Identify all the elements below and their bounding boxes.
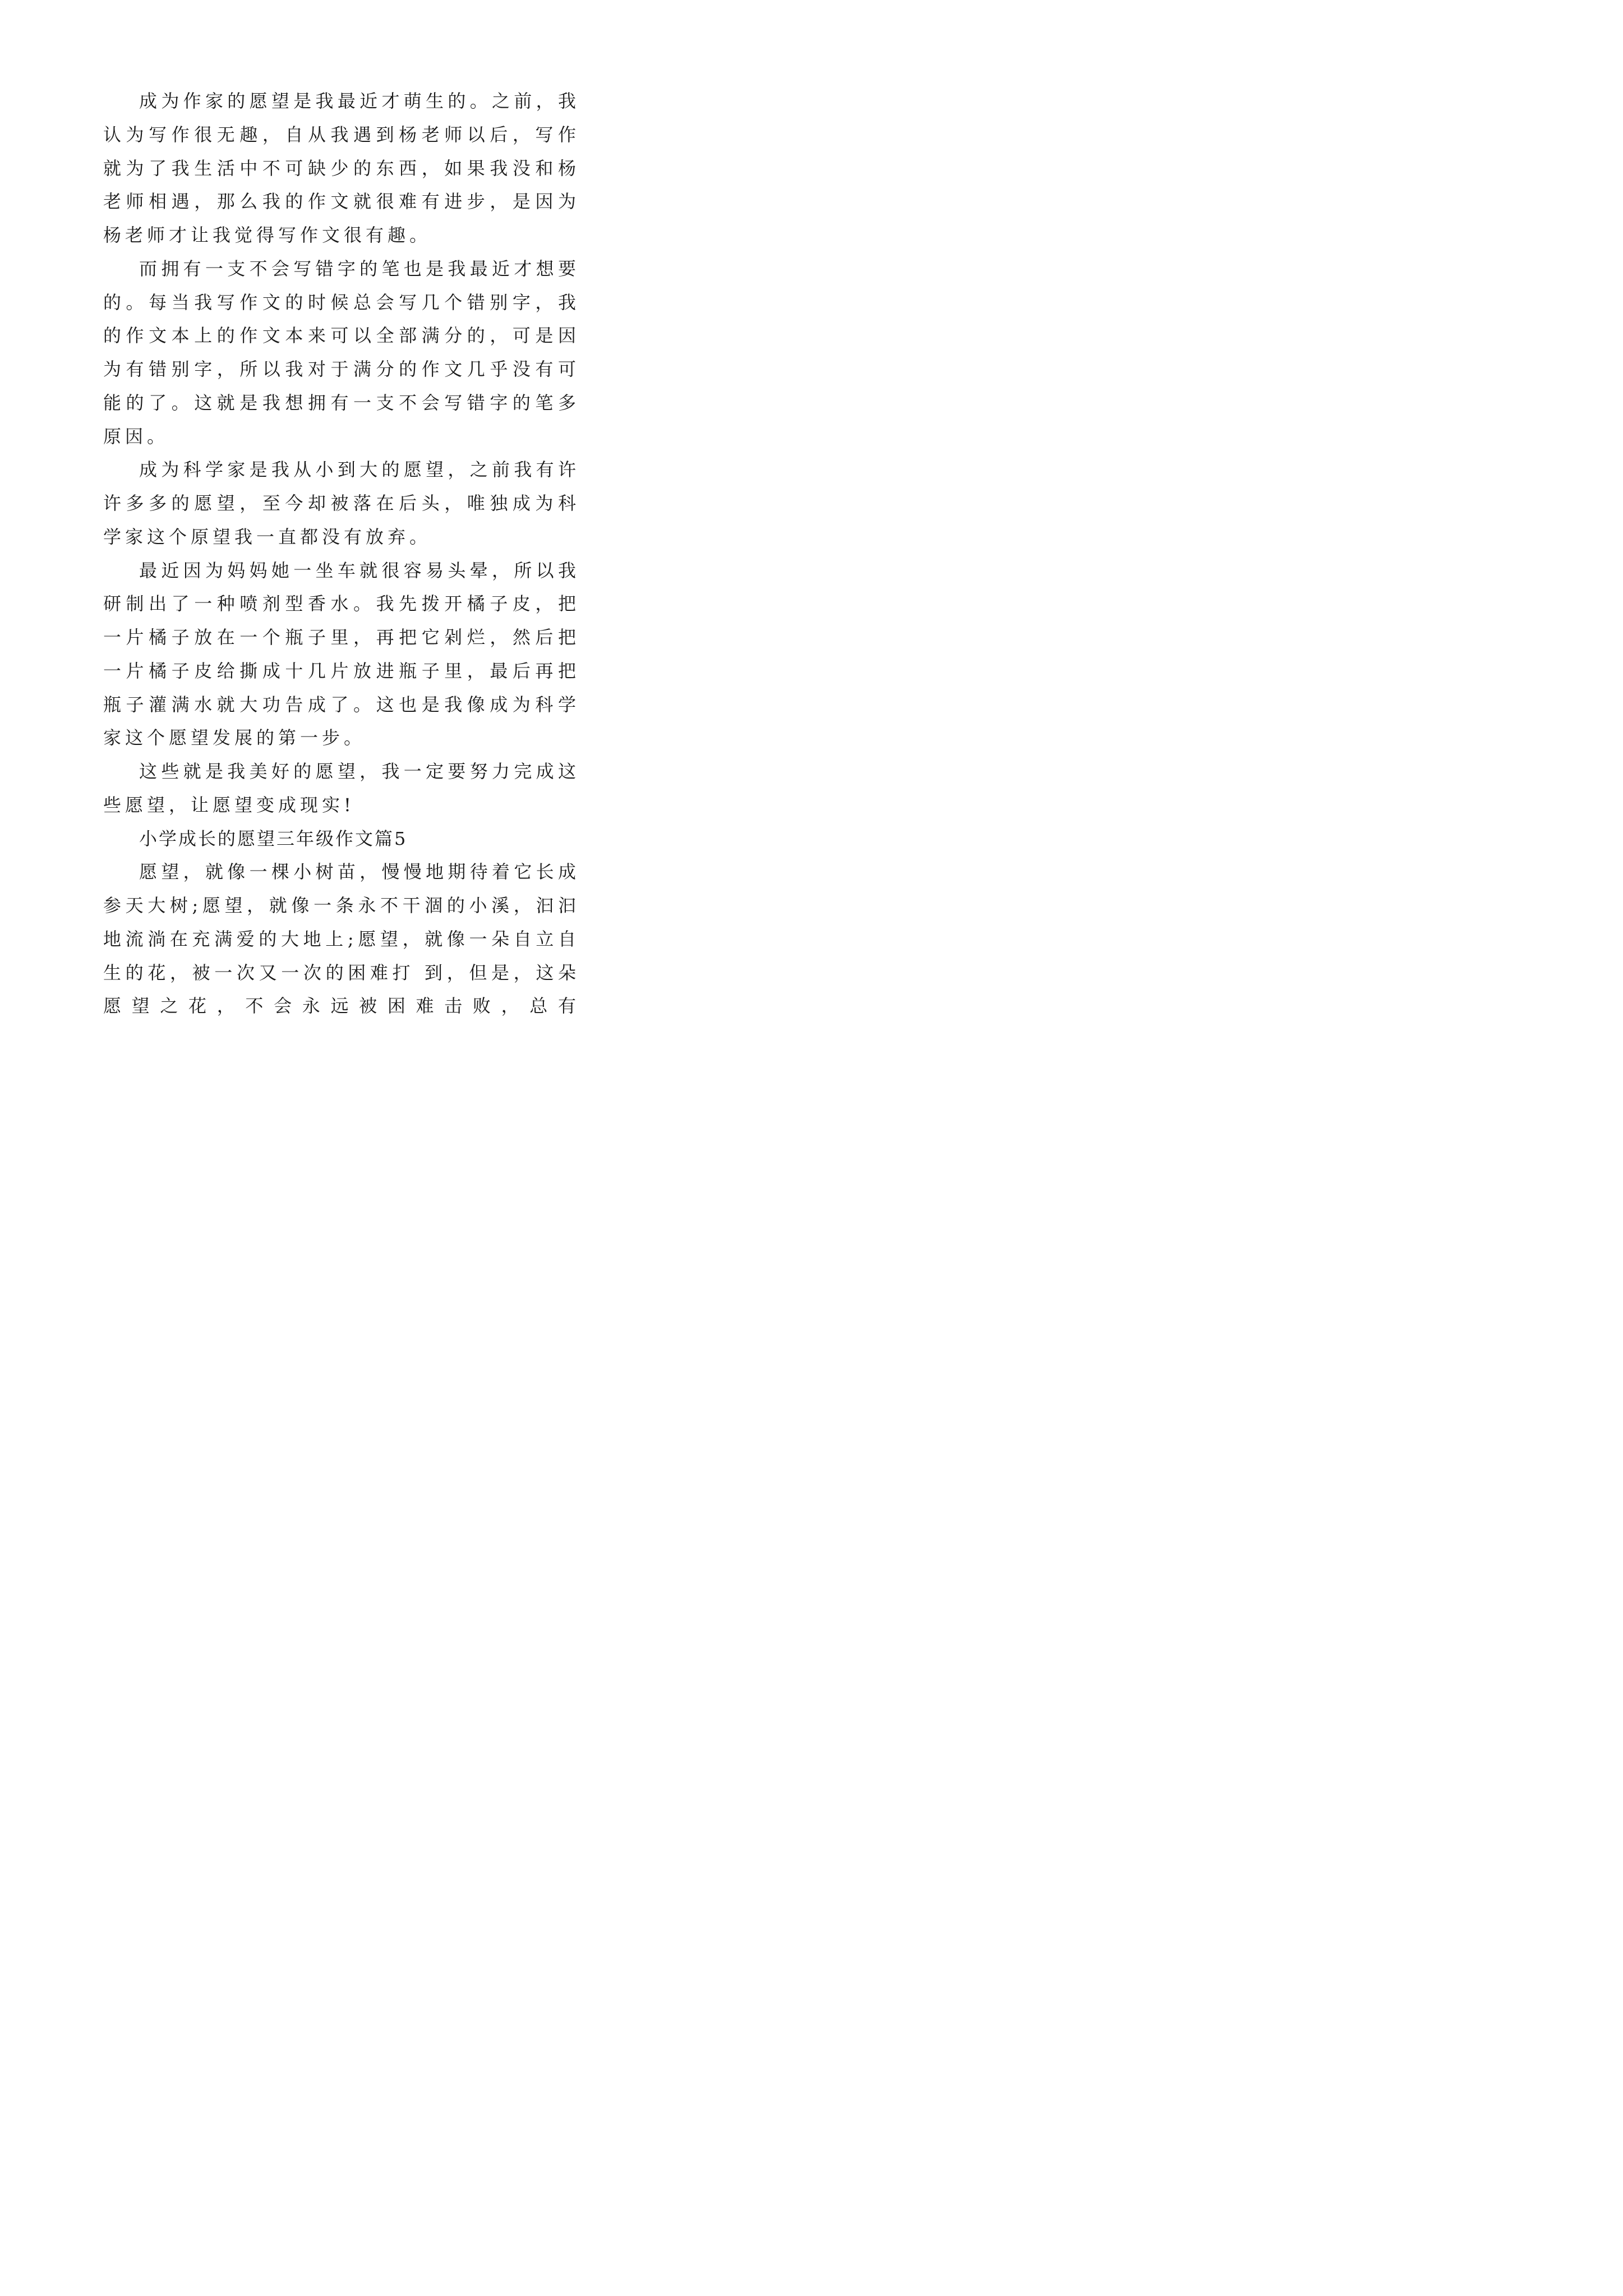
paragraph-scientist-wish: 成为科学家是我从小到大的愿望，之前我有许许多多的愿望，至今却被落在后头，唯独成为科学家这个原望我一直都没有放弃。 xyxy=(103,459,580,547)
document-body xyxy=(103,85,580,1023)
paragraph-perfume-experiment: 最近因为妈妈她一坐车就很容易头晕，所以我研制出了一种喷剂型香水。我先拨开橘子皮，把一片橘子放在一个瓶子里，再把它剁烂，然后把一片橘子皮给撕成十几片放进瓶子里，最后再把瓶子灌满水就大功告成了。这也是我像成为科学家这个愿望发展的第一步。 xyxy=(103,559,580,749)
paragraph-wish-metaphor: 愿望，就像一棵小树苗，慢慢地期待着它长成参天大树;愿望，就像一条永不干涸的小溪，汩汩地流淌在充满爱的大地上;愿望，就像一朵自立自生的花，被一次又一次的困难打 到，但是，这朵愿望之花，不会永远被困难击败，总有 xyxy=(103,861,580,1017)
section-heading: 小学成长的愿望三年级作文篇5 xyxy=(139,827,408,849)
document-page xyxy=(0,0,673,1017)
paragraph-writer-wish: 成为作家的愿望是我最近才萌生的。之前，我认为写作很无趣，自从我遇到杨老师以后，写作就为了我生活中不可缺少的东西，如果我没和杨老师相遇，那么我的作文就很难有进步，是因为杨老师才让我觉得写作文很有趣。 xyxy=(103,90,580,246)
paragraph-pen-wish: 而拥有一支不会写错字的笔也是我最近才想要的。每当我写作文的时候总会写几个错别字，我的作文本上的作文本来可以全部满分的，可是因为有错别字，所以我对于满分的作文几乎没有可能的了。这就是我想拥有一支不会写错字的笔多原因。 xyxy=(103,257,580,447)
paragraph-conclusion: 这些就是我美好的愿望，我一定要努力完成这些愿望，让愿望变成现实! xyxy=(103,761,580,816)
